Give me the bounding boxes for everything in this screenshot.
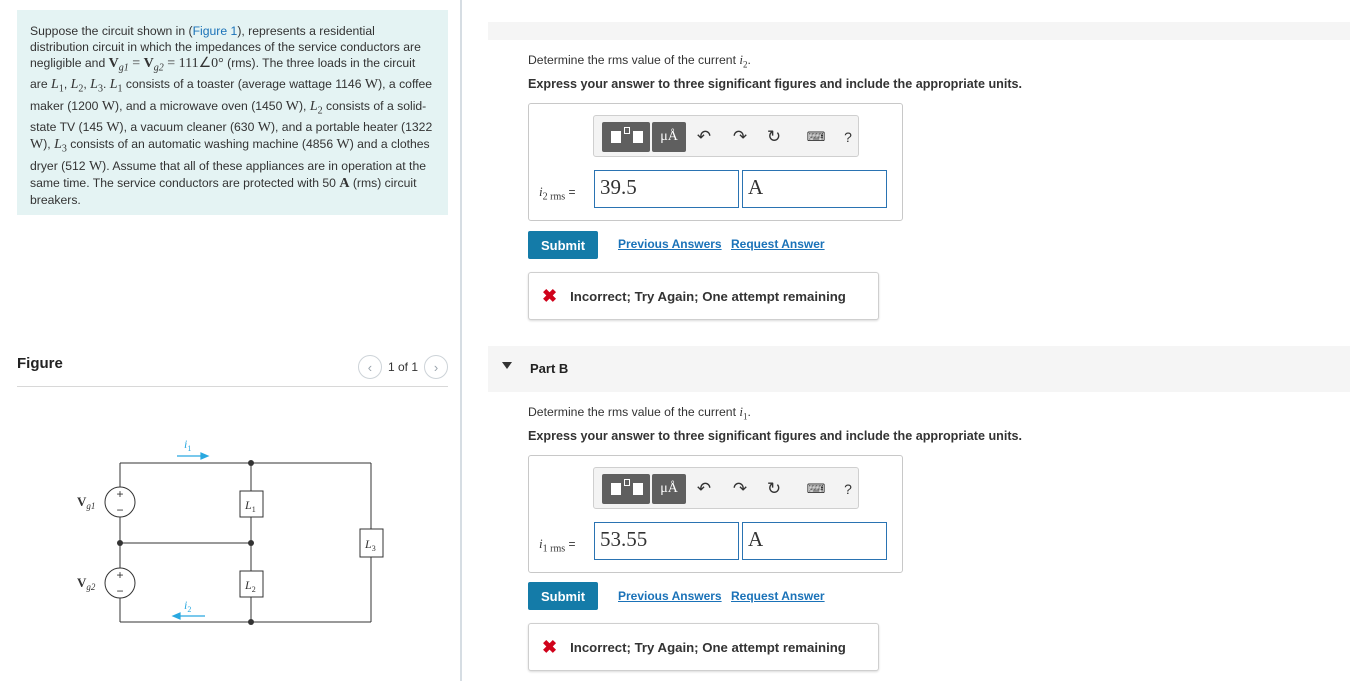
l1-label: $L_1$	[245, 498, 256, 514]
part-a-instructions: Express your answer to three significant figures and include the appropriate units.	[528, 77, 1023, 91]
part-b-submit-button[interactable]: Submit	[528, 582, 598, 610]
part-b-unit-input[interactable]: A	[742, 522, 887, 560]
figure-header	[17, 353, 448, 387]
part-a-feedback-text: Incorrect; Try Again; One attempt remaining	[570, 288, 846, 304]
redo-icon[interactable]: ↷	[732, 127, 748, 146]
part-a-previous-answers-link[interactable]: Previous Answers	[618, 237, 722, 251]
part-a-variable-label: $i_{2 rms}$ =	[539, 184, 576, 203]
figure-pager	[358, 355, 448, 379]
part-a-toolbar	[593, 115, 859, 157]
part-a-prompt: Determine the rms value of the current $i_2$.	[528, 52, 751, 70]
i1-label: $i_1$	[184, 437, 192, 453]
error-x-icon: ✖	[542, 285, 558, 306]
vg2-plus: +	[116, 568, 124, 582]
pager-text: 1 of 1	[387, 360, 418, 374]
part-a-feedback	[528, 272, 879, 320]
part-a-request-answer-link[interactable]: Request Answer	[731, 237, 825, 251]
templates-icon[interactable]	[602, 122, 650, 152]
part-b-answer-box	[528, 455, 903, 573]
part-a-submit-button[interactable]: Submit	[528, 231, 598, 259]
chevron-right-icon[interactable]: ›	[424, 355, 448, 379]
part-b-value-input[interactable]: 53.55	[594, 522, 739, 560]
part-b-prompt: Determine the rms value of the current $i_1$.	[528, 404, 751, 422]
part-b-header[interactable]	[488, 346, 1350, 392]
keyboard-icon[interactable]: ⌨	[806, 481, 826, 496]
part-b-feedback-text: Incorrect; Try Again; One attempt remaining	[570, 639, 846, 655]
vg1-label: $V_{g1}$	[77, 494, 96, 511]
problem-text: Suppose the circuit shown in	[30, 24, 189, 38]
help-icon[interactable]: ?	[844, 129, 852, 145]
redo-icon[interactable]: ↷	[732, 479, 748, 498]
vg2-minus: −	[116, 584, 124, 598]
part-b-toolbar	[593, 467, 859, 509]
part-b-request-answer-link[interactable]: Request Answer	[731, 589, 825, 603]
part-a-answer-box	[528, 103, 903, 221]
left-panel	[0, 0, 461, 681]
part-a-unit-input[interactable]: A	[742, 170, 887, 208]
error-x-icon: ✖	[542, 636, 558, 657]
templates-icon[interactable]	[602, 474, 650, 504]
chevron-left-icon[interactable]: ‹	[358, 355, 382, 379]
part-a-value-input[interactable]: 39.5	[594, 170, 739, 208]
undo-icon[interactable]: ↶	[696, 127, 712, 146]
reset-icon[interactable]: ↻	[766, 479, 782, 498]
part-b-instructions: Express your answer to three significant figures and include the appropriate units.	[528, 429, 1023, 443]
vg1-minus: −	[116, 503, 124, 517]
undo-icon[interactable]: ↶	[696, 479, 712, 498]
l3-label: $L_3$	[365, 537, 376, 553]
node-left-mid	[117, 540, 123, 546]
reset-icon[interactable]: ↻	[766, 127, 782, 146]
part-b-variable-label: $i_{1 rms}$ =	[539, 536, 576, 555]
part-b-feedback	[528, 623, 879, 671]
part-a-header-band	[488, 22, 1350, 40]
problem-statement: Suppose the circuit shown in (Figure 1), represents a residential distribution circuit in which the impedances of the service conductors are negligible and $V_{g1} = V_{g2}$ = 111∠0° (rms). The three loads in the circuit are $L_1$, $L_2$, $L_3$. $L_1$ consists of a toaster (average wattage 1146 W), a coffee maker (1200 W), and a microwave oven (1450 W), $L_2$ consists of a solid-state TV (145 W), a vacuum cleaner (630 W), and a portable heater (1322 W), $L_3$ consists of an automatic washing machine (4856 W) and a clothes dryer (512 W). Assume that all of these appliances are in operation at the same time. The service conductors are protected with 50 A (rms) circuit breakers.	[17, 10, 448, 215]
units-icon[interactable]: μÅ	[652, 122, 686, 152]
node-bottom	[248, 619, 254, 625]
units-icon[interactable]: μÅ	[652, 474, 686, 504]
part-b-title: Part B	[530, 361, 569, 376]
node-top	[248, 460, 254, 466]
help-icon[interactable]: ?	[844, 481, 852, 497]
i2-arrowhead	[173, 613, 180, 619]
part-b-previous-answers-link[interactable]: Previous Answers	[618, 589, 722, 603]
node-mid	[248, 540, 254, 546]
figure-link[interactable]: Figure 1	[192, 24, 238, 38]
vg1-plus: +	[116, 487, 124, 501]
keyboard-icon[interactable]: ⌨	[806, 129, 826, 144]
i2-label: $i_2$	[184, 598, 192, 614]
l2-label: $L_2$	[245, 578, 256, 594]
right-panel	[462, 0, 1350, 681]
caret-down-icon[interactable]	[502, 362, 512, 369]
vg2-label: $V_{g2}$	[77, 575, 96, 592]
i1-arrowhead	[201, 453, 208, 459]
figure-title: Figure	[17, 355, 63, 372]
circuit-diagram	[60, 428, 390, 638]
